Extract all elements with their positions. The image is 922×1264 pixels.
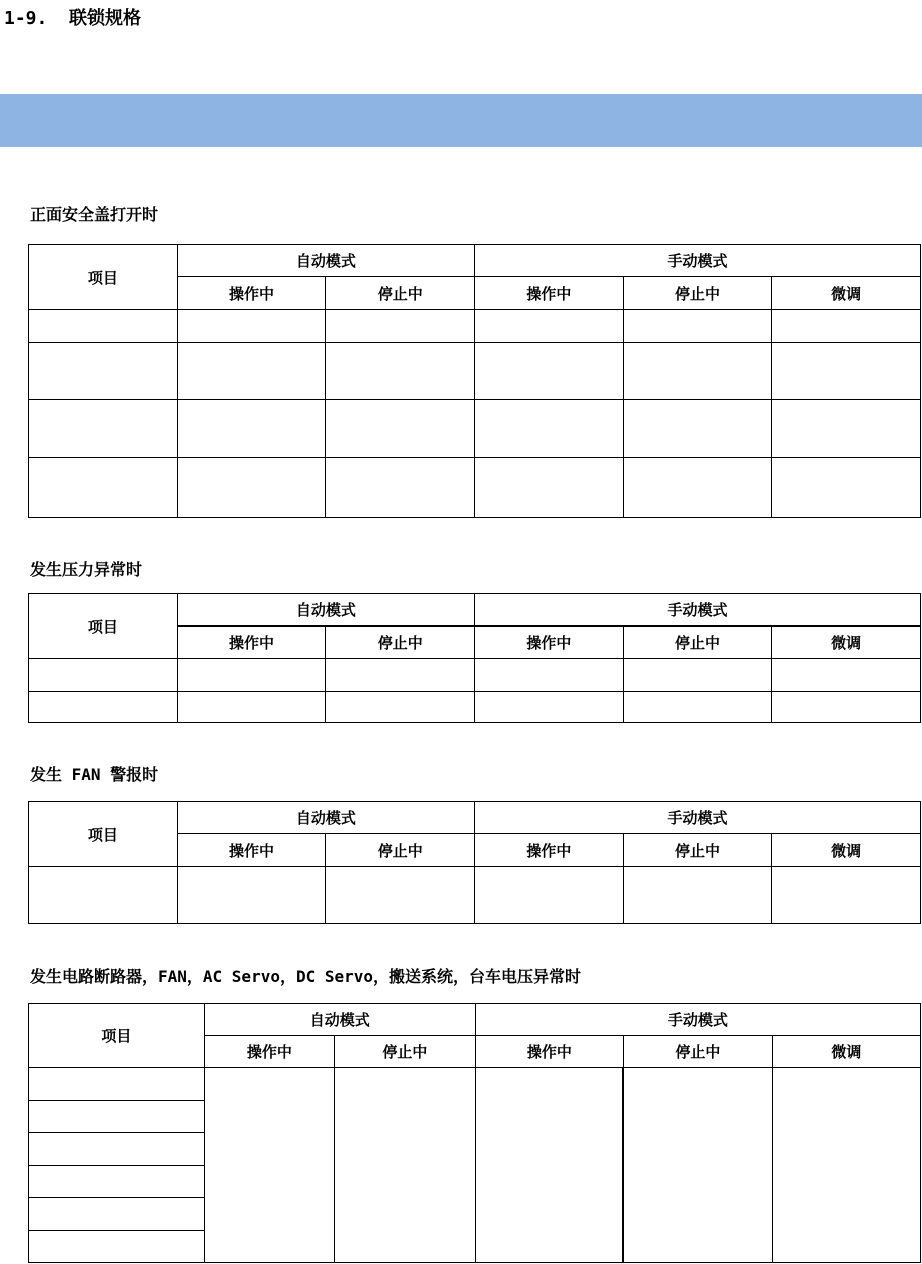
- header-cell-stopped: 停止中: [334, 1036, 475, 1068]
- empty-cell: [772, 400, 921, 458]
- header-cell-fine-adjust: 微调: [772, 834, 921, 867]
- header-cell-auto-mode: 自动模式: [204, 1004, 475, 1036]
- table-row: [29, 867, 921, 924]
- empty-cell: [623, 458, 772, 518]
- header-cell-manual-mode: 手动模式: [475, 594, 921, 626]
- header-cell-fine-adjust: 微调: [772, 1036, 920, 1068]
- table-row: [29, 594, 921, 626]
- table-breaker-voltage-abnormal: [28, 1003, 921, 1263]
- empty-cell-merged: [204, 1068, 334, 1263]
- empty-cell: [623, 659, 772, 692]
- empty-cell: [29, 1133, 205, 1166]
- empty-cell: [623, 692, 772, 723]
- header-cell-operating: 操作中: [204, 1036, 334, 1068]
- empty-cell: [29, 400, 178, 458]
- header-cell-stopped: 停止中: [326, 834, 475, 867]
- empty-cell: [475, 310, 624, 343]
- empty-cell: [177, 310, 326, 343]
- empty-cell: [29, 692, 178, 723]
- empty-cell: [29, 1231, 205, 1263]
- empty-cell-merged: [475, 1068, 623, 1263]
- table-row: [29, 310, 921, 343]
- empty-cell: [475, 867, 624, 924]
- empty-cell: [29, 343, 178, 400]
- blue-banner: [0, 94, 922, 147]
- table-pressure-abnormal: [28, 593, 921, 723]
- header-cell-stopped: 停止中: [623, 277, 772, 310]
- table-row: [29, 1004, 921, 1036]
- empty-cell-merged: [334, 1068, 475, 1263]
- empty-cell: [475, 343, 624, 400]
- empty-cell: [623, 310, 772, 343]
- header-cell-operating: 操作中: [475, 277, 624, 310]
- header-cell-operating: 操作中: [177, 277, 326, 310]
- header-cell-operating: 操作中: [475, 626, 624, 659]
- table-front-cover-open: [28, 244, 921, 518]
- section-heading-fan-alarm: 发生 FAN 警报时: [30, 765, 159, 784]
- empty-cell-merged: [772, 1068, 920, 1263]
- empty-cell: [623, 400, 772, 458]
- empty-cell: [29, 458, 178, 518]
- empty-cell: [326, 310, 475, 343]
- empty-cell: [177, 458, 326, 518]
- header-cell-stopped: 停止中: [623, 834, 772, 867]
- empty-cell: [772, 458, 921, 518]
- empty-cell: [177, 692, 326, 723]
- empty-cell: [623, 343, 772, 400]
- header-cell-manual-mode: 手动模式: [475, 1004, 920, 1036]
- empty-cell: [29, 1166, 205, 1198]
- empty-cell: [29, 659, 178, 692]
- header-cell-item: 项目: [29, 245, 178, 310]
- empty-cell: [326, 458, 475, 518]
- empty-cell: [772, 343, 921, 400]
- empty-cell: [177, 867, 326, 924]
- empty-cell: [326, 400, 475, 458]
- empty-cell: [475, 659, 624, 692]
- header-cell-manual-mode: 手动模式: [475, 802, 921, 834]
- empty-cell: [475, 458, 624, 518]
- header-cell-operating: 操作中: [177, 834, 326, 867]
- empty-cell: [326, 659, 475, 692]
- empty-cell: [29, 1101, 205, 1133]
- header-cell-item: 项目: [29, 802, 178, 867]
- header-cell-item: 项目: [29, 1004, 205, 1068]
- section-heading-front-cover-open: 正面安全盖打开时: [30, 205, 159, 224]
- empty-cell: [772, 659, 921, 692]
- empty-cell: [326, 343, 475, 400]
- header-cell-stopped: 停止中: [326, 277, 475, 310]
- empty-cell-merged: [623, 1068, 772, 1263]
- header-cell-stopped: 停止中: [623, 626, 772, 659]
- empty-cell: [177, 400, 326, 458]
- table-fan-alarm: [28, 801, 921, 924]
- empty-cell: [29, 867, 178, 924]
- empty-cell: [772, 310, 921, 343]
- page-title: 1-9. 联锁规格: [4, 8, 142, 29]
- table-row: [29, 245, 921, 277]
- empty-cell: [772, 867, 921, 924]
- empty-cell: [623, 867, 772, 924]
- table-row: [29, 802, 921, 834]
- header-cell-stopped: 停止中: [623, 1036, 772, 1068]
- table-row: [29, 1068, 921, 1101]
- table-row: [29, 343, 921, 400]
- section-heading-breaker-voltage-abnormal: 发生电路断路器，FAN，AC Servo，DC Servo，搬送系统，台车电压异常时: [30, 967, 582, 986]
- table-row: [29, 659, 921, 692]
- header-cell-auto-mode: 自动模式: [177, 594, 474, 626]
- empty-cell: [475, 692, 624, 723]
- header-cell-auto-mode: 自动模式: [177, 802, 474, 834]
- empty-cell: [177, 659, 326, 692]
- header-cell-fine-adjust: 微调: [772, 626, 921, 659]
- header-cell-operating: 操作中: [177, 626, 326, 659]
- table-row: [29, 400, 921, 458]
- table-row: [29, 692, 921, 723]
- empty-cell: [772, 692, 921, 723]
- empty-cell: [29, 1068, 205, 1101]
- header-cell-operating: 操作中: [475, 1036, 623, 1068]
- section-heading-pressure-abnormal: 发生压力异常时: [30, 560, 143, 579]
- empty-cell: [29, 1198, 205, 1231]
- empty-cell: [326, 692, 475, 723]
- header-cell-item: 项目: [29, 594, 178, 659]
- header-cell-fine-adjust: 微调: [772, 277, 921, 310]
- empty-cell: [326, 867, 475, 924]
- table-row: [29, 458, 921, 518]
- empty-cell: [29, 310, 178, 343]
- empty-cell: [475, 400, 624, 458]
- header-cell-manual-mode: 手动模式: [475, 245, 921, 277]
- header-cell-stopped: 停止中: [326, 626, 475, 659]
- empty-cell: [177, 343, 326, 400]
- header-cell-operating: 操作中: [475, 834, 624, 867]
- header-cell-auto-mode: 自动模式: [177, 245, 474, 277]
